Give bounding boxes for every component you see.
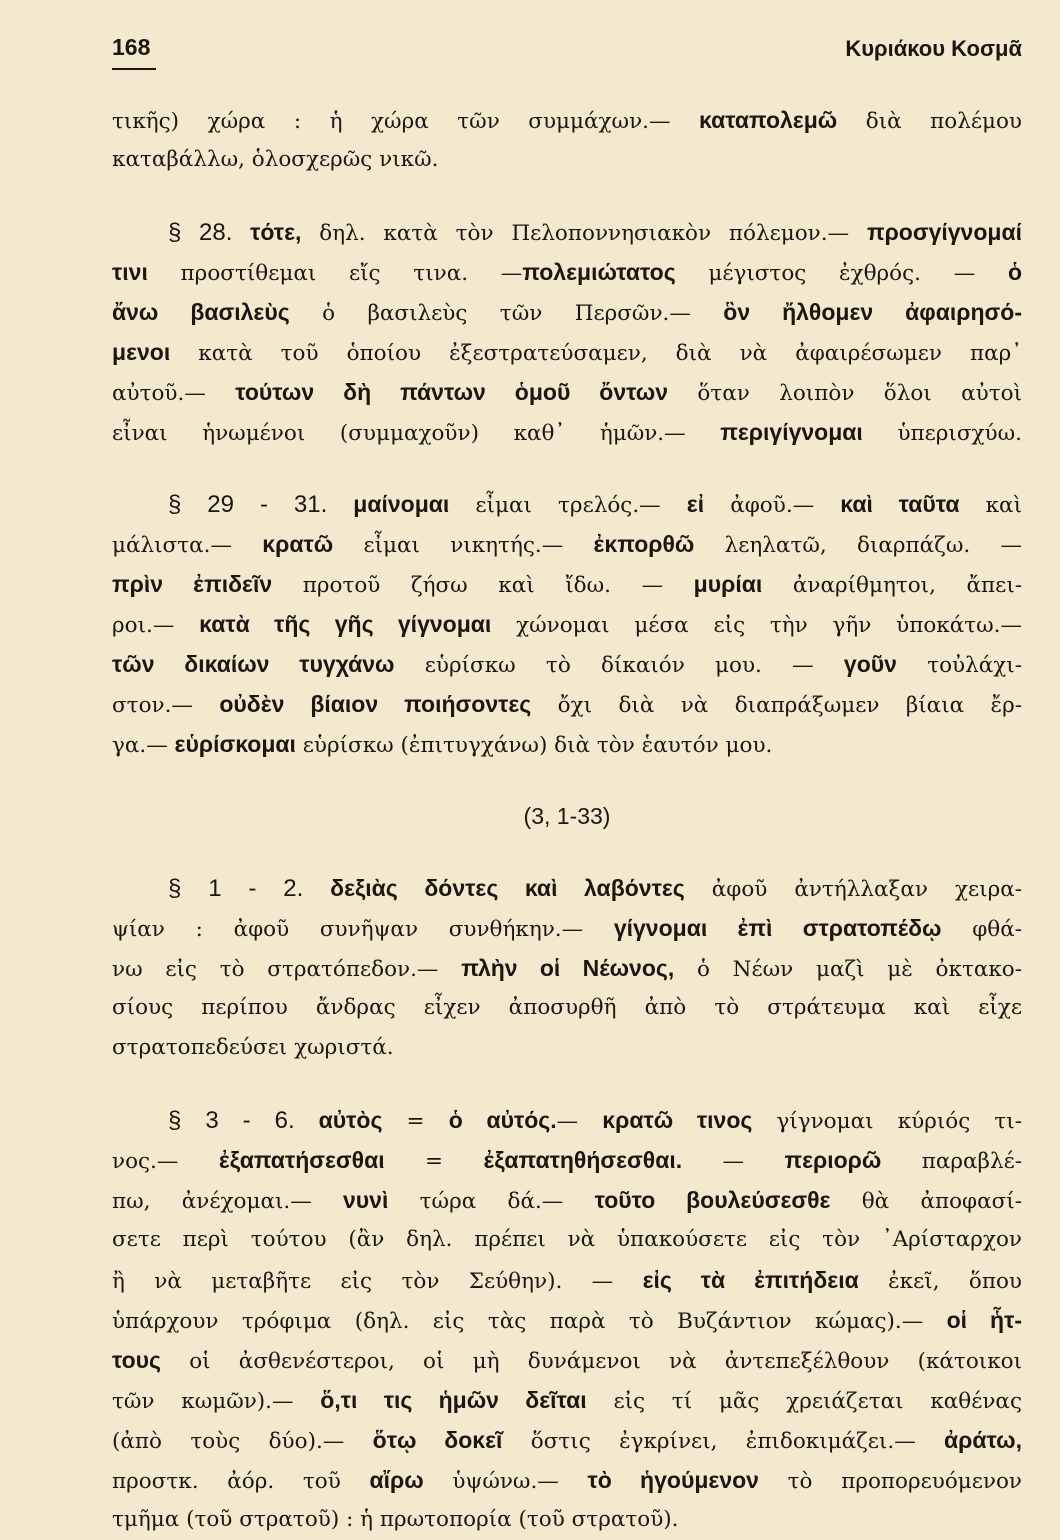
gloss-text: γα.— [112,733,175,758]
headword: ὁ αὐτός. [448,1107,557,1133]
headword: ἄνω βασιλεὺς [112,299,290,325]
headword: εὑρίσκομαι [174,731,296,757]
gloss-text: προστίθεμαι εἴς τινα. — [147,261,523,286]
paragraph-gap [112,764,1022,796]
gloss-text: τώρα δά.— [388,1189,595,1214]
headword: ὃν ἤλθομεν ἀφαιρησό- [723,299,1022,325]
headword: ὅ,τι τις ἡμῶν δεῖται [320,1387,587,1413]
headword: μενοι [112,339,171,365]
gloss-text: — [556,1109,603,1134]
gloss-text: σίους περίπου ἄνδρας εἶχεν ἀποσυρθῆ ἀπὸ τὸ στράτευμα καὶ εἶχε [112,995,1022,1020]
text-line [112,948,1022,988]
text-line [112,412,1022,452]
paragraph-gap [112,836,1022,868]
body-text [112,100,1022,1540]
gloss-text: ὁ Νέων μαζὶ μὲ ὀκτακο- [674,957,1023,982]
text-line [112,484,1022,524]
headword: καὶ ταῦτα [840,491,960,517]
text-line [112,1100,1022,1140]
text-line [112,100,1022,140]
headword: ὁ [1007,259,1022,285]
text-line [112,684,1022,724]
running-title: Κυριάκου Κοσμᾶ [845,36,1022,61]
gloss-text: γίγνομαι κύριός τι- [752,1109,1022,1134]
headword: τους [112,1347,162,1373]
headword: τούτων δὴ πάντων ὁμοῦ ὄντων [235,379,668,405]
gloss-text: ἀναρίθμητοι, ἄπει- [762,573,1023,598]
text-line [112,868,1022,908]
gloss-text: λεηλατῶ, διαρπάζω. — [694,533,1022,558]
headword: αὐτὸς [318,1107,383,1133]
gloss-text: προστκ. ἀόρ. τοῦ [112,1469,370,1494]
text-line [112,644,1022,684]
text-line [112,1380,1022,1420]
gloss-text: μέγιστος ἐχθρός. — [675,261,1008,286]
headword: γίγνομαι ἐπὶ στρατοπέδῳ [613,915,942,941]
gloss-text: τμῆμα (τοῦ στρατοῦ) : ἡ πρωτοπορία (τοῦ στρατοῦ). [112,1507,679,1532]
headword: προσγίγνομαί [866,219,1022,245]
headword: κρατῶ [262,531,334,557]
text-line [112,724,1022,764]
gloss-text: θὰ ἀποφασί- [830,1189,1022,1214]
gloss-text: ἀφοῦ.— [704,493,841,518]
gloss-text: ροι.— [112,613,200,638]
headword: τινι [112,259,148,285]
gloss-text: νος.— [112,1149,219,1174]
text-line [112,212,1022,252]
gloss-text: ἢ νὰ μεταβῆτε εἰς τὸν Σεύθην). — [112,1269,643,1294]
text-line [112,564,1022,604]
gloss-text: στον.— [112,693,220,718]
headword: νυνὶ [343,1187,389,1213]
headword: ἐκπορθῶ [593,531,695,557]
paragraph-gap [112,180,1022,212]
page-number-rule [112,68,156,70]
text-line [112,1028,1022,1068]
gloss-text: χώνομαι μέσα εἰς τὴν γῆν ὑποκάτω.— [491,613,1023,638]
gloss-text: ὅταν λοιπὸν ὅλοι αὐτοὶ [668,381,1023,406]
gloss-text: — [682,1149,785,1174]
chapter-reference-heading: (3, 1-33) [523,803,611,829]
section-number: § 28. [168,219,251,246]
headword: κατὰ τῆς γῆς γίγνομαι [199,611,492,637]
headword: ἐξαπατήσεσθαι [218,1147,385,1173]
gloss-text: καταβάλλω, ὁλοσχερῶς νικῶ. [112,147,439,172]
headword: πλὴν οἱ Νέωνος, [461,955,675,981]
headword: πρὶν ἐπιδεῖν [112,571,273,597]
headword: περιορῶ [784,1147,882,1173]
headword: ἀράτω, [944,1427,1022,1453]
text-line [112,372,1022,412]
headword: εἰ [686,491,705,517]
gloss-text: εἶναι ἡνωμένοι (συμμαχοῦν) καθ᾿ ἡμῶν.— [112,421,721,446]
gloss-text: ὑψώνω.— [423,1469,588,1494]
paragraph-gap [112,452,1022,484]
text-line [112,988,1022,1028]
section-number: § 29 - 31. [168,491,354,518]
gloss-text: μάλιστα.— [112,533,263,558]
gloss-text: τοὐλάχι- [896,653,1022,678]
headword: κρατῶ τινος [602,1107,753,1133]
text-line [112,1460,1022,1500]
text-line [112,1260,1022,1300]
gloss-text: αὐτοῦ.— [112,381,236,406]
text-line [112,1500,1022,1540]
text-line [112,1140,1022,1180]
headword: ἐξαπατηθήσεσθαι. [483,1147,683,1173]
headword: τότε, [250,219,302,245]
headword: τὸ ἡγούμενον [587,1467,759,1493]
text-line [112,1420,1022,1460]
gloss-text: ὁ βασιλεὺς τῶν Περσῶν.— [289,301,724,326]
gloss-text: ἀφοῦ ἀντήλλαξαν χειρα- [684,877,1023,902]
text-line [112,1340,1022,1380]
text-line [112,332,1022,372]
headword: γοῦν [843,651,897,677]
text-line [112,140,1022,180]
gloss-text: ψίαν : ἀφοῦ συνῆψαν συνθήκην.— [112,917,614,942]
gloss-text: ἐκεῖ, ὅπου [858,1269,1022,1294]
gloss-text: σετε περὶ τούτου (ἂν δηλ. πρέπει νὰ ὑπακούσετε εἰς τὸν ᾿Αρίσταρχον [112,1227,1022,1252]
page-number: 168 [112,34,151,60]
gloss-text: = [382,1109,449,1134]
headword: τοῦτο βουλεύσεσθε [594,1187,831,1213]
headword: καταπολεμῶ [699,107,838,133]
gloss-text: τὸ προπορευόμενον [758,1469,1022,1494]
headword: τῶν δικαίων τυγχάνω [112,651,395,677]
gloss-text: κατὰ τοῦ ὁποίου ἐξεστρατεύσαμεν, διὰ νὰ ἀφαιρέσωμεν παρ᾿ [170,341,1022,366]
gloss-text: ὄχι διὰ νὰ διαπράξωμεν βίαια ἔρ- [531,693,1022,718]
headword: αἴρω [369,1467,424,1493]
gloss-text: τῶν κωμῶν).— [112,1389,321,1414]
text-line [112,524,1022,564]
headword: μυρίαι [693,571,763,597]
gloss-text: νω εἰς τὸ στρατόπεδον.— [112,957,462,982]
section-number: § 1 - 2. [168,875,331,902]
gloss-text: = [384,1149,484,1174]
gloss-text: εἶμαι τρελός.— [449,493,687,518]
headword: μαίνομαι [353,491,450,517]
headword: οὐδὲν βίαιον ποιήσοντες [219,691,532,717]
gloss-text: προτοῦ ζήσω καὶ ἴδω. — [272,573,694,598]
headword: περιγίγνομαι [720,419,863,445]
gloss-text: ὑπάρχουν τρόφιμα (δηλ. εἰς τὰς παρὰ τὸ Βυζάντιον κώμας).— [112,1309,947,1334]
gloss-text: εἶμαι νικητής.— [333,533,594,558]
gloss-text: (ἀπὸ τοὺς δύο).— [112,1429,373,1454]
text-line [112,908,1022,948]
running-head [112,30,1022,74]
gloss-text: πω, ἀνέχομαι.— [112,1189,343,1214]
paragraph-gap [112,1068,1022,1100]
gloss-text: διὰ πολέμου [837,109,1022,134]
gloss-text: δηλ. κατὰ τὸν Πελοποννησιακὸν πόλεμον.— [301,221,867,246]
gloss-text: παραβλέ- [881,1149,1023,1174]
headword: ὅτῳ δοκεῖ [372,1427,503,1453]
headword: πολεμιώτατος [522,259,676,285]
headword: δεξιὰς δόντες καὶ λαβόντες [330,875,685,901]
gloss-text: εὑρίσκω τὸ δίκαιόν μου. — [394,653,844,678]
text-line [112,1300,1022,1340]
headword: οἱ ἧτ- [946,1307,1022,1333]
gloss-text: εὑρίσκω (ἐπιτυγχάνω) διὰ τὸν ἑαυτόν μου. [295,733,773,758]
gloss-text: στρατοπεδεύσει χωριστά. [112,1035,394,1060]
gloss-text: φθά- [941,917,1022,942]
gloss-text: τικῆς) χώρα : ἡ χώρα τῶν συμμάχων.— [112,109,700,134]
text-line [112,1220,1022,1260]
section-number: § 3 - 6. [168,1107,319,1134]
gloss-text: ὑπερισχύω. [862,421,1022,446]
text-line [112,1180,1022,1220]
headword: εἰς τὰ ἐπιτήδεια [642,1267,859,1293]
text-line [112,604,1022,644]
gloss-text: ὅστις ἐγκρίνει, ἐπιδοκιμάζει.— [502,1429,945,1454]
gloss-text: οἱ ἀσθενέστεροι, οἱ μὴ δυνάμενοι νὰ ἀντεπεξέλθουν (κάτοικοι [161,1349,1022,1374]
gloss-text: καὶ [959,493,1022,518]
text-line [112,252,1022,292]
text-line [112,292,1022,332]
gloss-text: εἰς τί μᾶς χρειάζεται καθένας [586,1389,1022,1414]
